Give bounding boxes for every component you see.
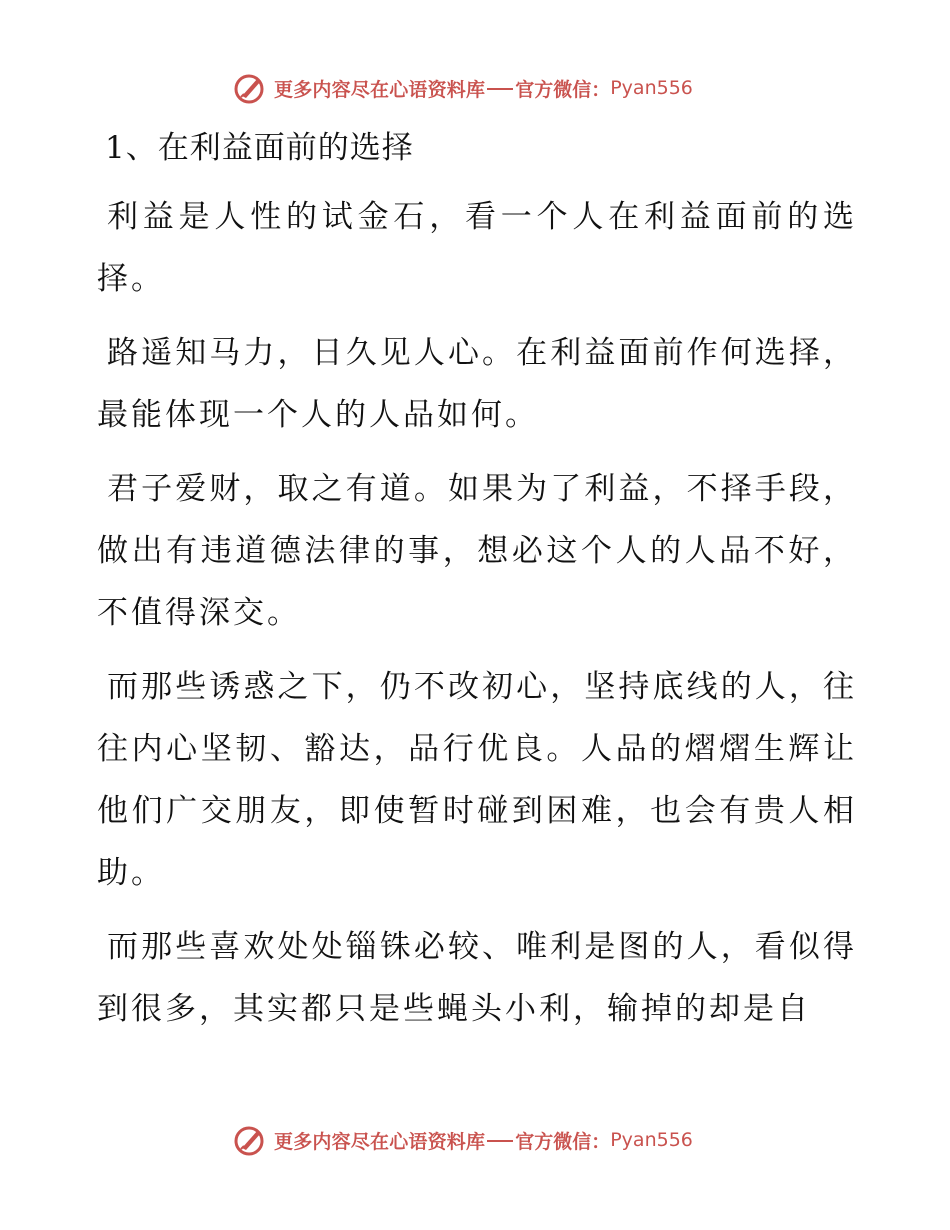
paragraph-1: 利益是人性的试金石，看一个人在利益面前的选择。	[97, 199, 857, 297]
paragraph-4: 而那些诱惑之下，仍不改初心，坚持底线的人，往往内心坚韧、豁达，品行优良。人品的熠熠生辉让他们广交朋友，即使暂时碰到困难，也会有贵人相助。	[97, 669, 857, 891]
header-banner	[232, 70, 693, 106]
footer-banner	[232, 1122, 693, 1158]
quill-circle-icon	[232, 1122, 268, 1158]
banner-wechat-id: Pyan556	[610, 77, 693, 99]
banner-site-text: 更多内容尽在心语资料库	[274, 78, 486, 101]
paragraph-5: 而那些喜欢处处锱铢必较、唯利是图的人，看似得到很多，其实都只是些蝇头小利，输掉的却是自	[97, 929, 857, 1027]
document-body	[97, 124, 857, 1052]
paragraph-2: 路遥知马力，日久见人心。在利益面前作何选择，最能体现一个人的人品如何。	[97, 335, 857, 433]
banner-wechat-label: 官方微信：	[515, 78, 611, 101]
quill-circle-icon	[232, 70, 268, 106]
paragraph-3: 君子爱财，取之有道。如果为了利益，不择手段，做出有违道德法律的事，想必这个人的人品不好，不值得深交。	[97, 471, 857, 631]
banner-dash	[487, 88, 513, 90]
banner-site-text: 更多内容尽在心语资料库	[274, 1130, 486, 1153]
banner-wechat-id: Pyan556	[610, 1129, 693, 1151]
section-heading: 1、在利益面前的选择	[105, 130, 414, 166]
banner-dash	[487, 1140, 513, 1142]
banner-wechat-label: 官方微信：	[515, 1130, 611, 1153]
